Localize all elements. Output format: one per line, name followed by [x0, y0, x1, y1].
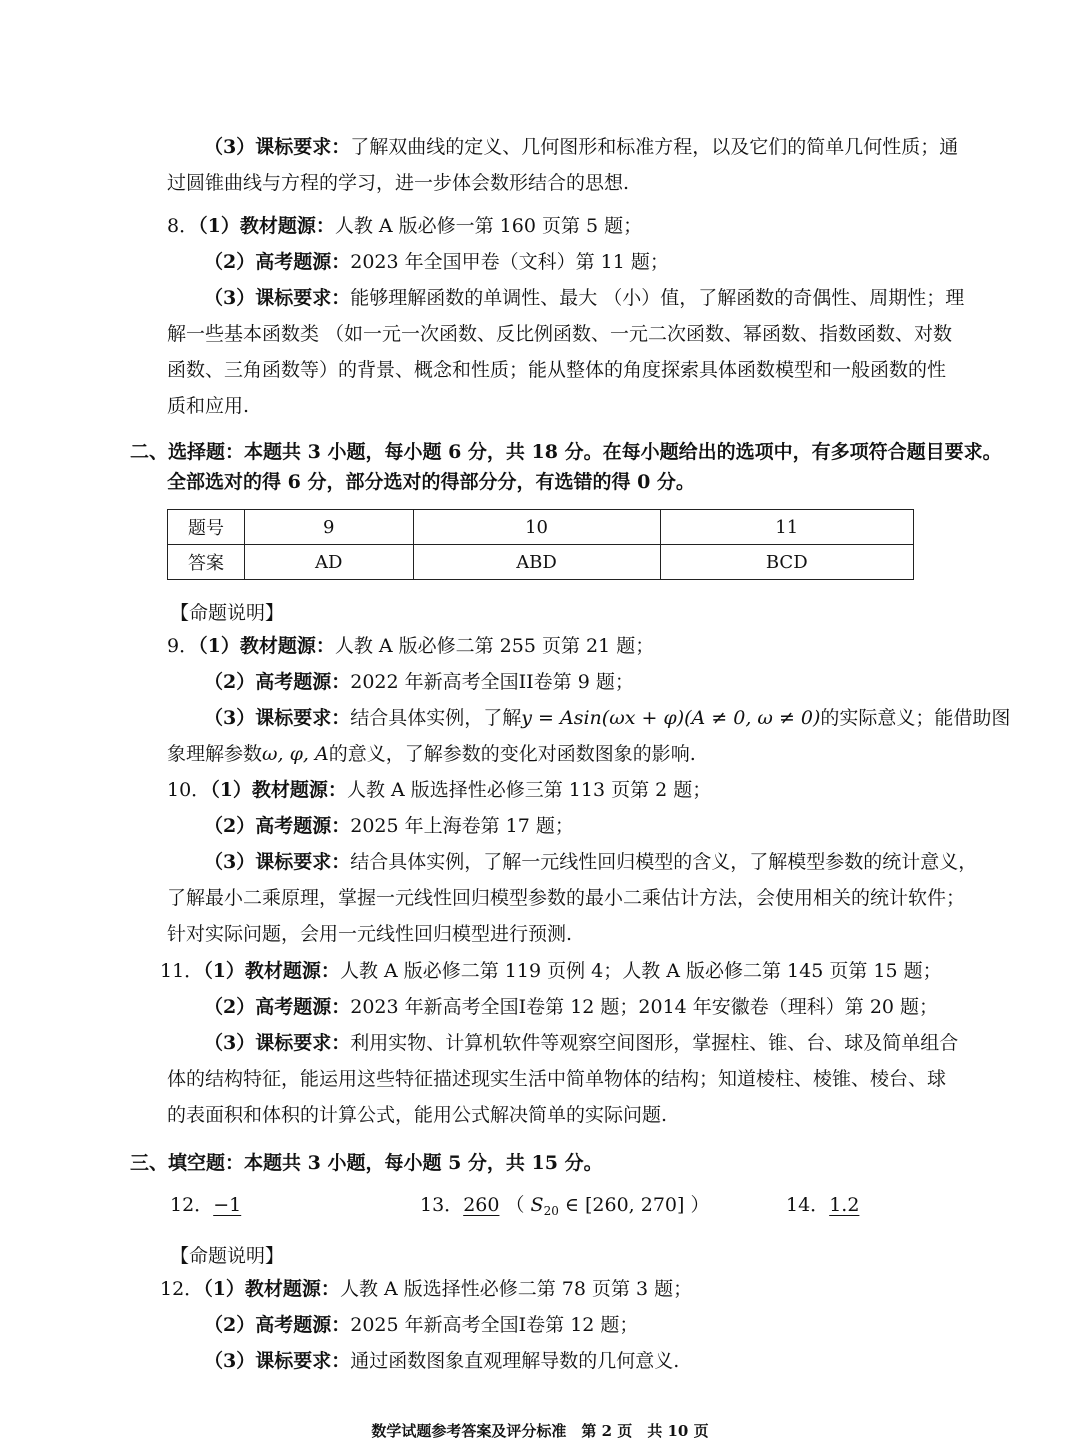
q9-source-exam: （2）高考题源：2022 年新高考全国II卷第 9 题； — [204, 671, 634, 693]
q8-source-textbook: 8．（1）教材题源：人教 A 版必修一第 160 页第 5 题； — [167, 215, 643, 237]
answer-13: 13．260 （ $S_{20}$ ∈ [260, 270] ） — [420, 1194, 710, 1218]
q11-standard-line2: 体的结构特征，能运用这些特征描述现实生活中简单物体的结构；知道棱柱、棱锥、棱台、球 — [167, 1068, 947, 1090]
q7-standard-line2: 过圆锥曲线与方程的学习，进一步体会数形结合的思想. — [167, 172, 630, 194]
section2-heading-cont: 全部选对的得 6 分，部分选对的得部分分，有选错的得 0 分。 — [167, 471, 695, 493]
formula: y = Asin(ωx + φ)(A ≠ 0, ω ≠ 0) — [521, 707, 821, 729]
q8-standard-line3: 函数、三角函数等）的背景、概念和性质；能从整体的角度探索具体函数模型和一般函数的性 — [167, 359, 947, 381]
q12-source-exam: （2）高考题源：2025 年新高考全国I卷第 12 题； — [204, 1314, 639, 1336]
q8-source-exam: （2）高考题源：2023 年全国甲卷（文科）第 11 题； — [204, 251, 669, 273]
q9-source-textbook: 9．（1）教材题源：人教 A 版必修二第 255 页第 21 题； — [167, 635, 655, 657]
table-row — [168, 545, 914, 580]
answer-14: 14．1.2 — [786, 1194, 860, 1216]
q7-standard-line1: （3）课标要求：了解双曲线的定义、几何图形和标准方程，以及它们的简单几何性质；通 — [204, 136, 959, 158]
table-row — [168, 510, 914, 545]
q10-standard-line1: （3）课标要求：结合具体实例，了解一元线性回归模型的含义，了解模型参数的统计意义， — [204, 851, 978, 873]
table-cell: ABD — [413, 545, 660, 580]
table-cell: AD — [245, 545, 414, 580]
answer-12: 12．−1 — [170, 1194, 242, 1216]
q10-standard-line3: 针对实际问题，会用一元线性回归模型进行预测. — [167, 923, 573, 945]
formula: ω, φ, A — [262, 743, 329, 765]
q11-standard-line3: 的表面积和体积的计算公式，能用公式解决简单的实际问题. — [167, 1104, 668, 1126]
section2-note-title: 【命题说明】 — [170, 602, 285, 624]
q9-standard-line1: （3）课标要求：结合具体实例，了解y = Asin(ωx + φ)(A ≠ 0, ω ≠ 0)的实际意义；能借助图 — [204, 707, 1011, 729]
q8-standard-line1: （3）课标要求：能够理解函数的单调性、最大 （小）值，了解函数的奇偶性、周期性；理 — [204, 287, 965, 309]
table-cell: 题号 — [168, 510, 245, 545]
q11-source-textbook: 11．（1）教材题源：人教 A 版必修二第 119 页例 4；人教 A 版必修二第 145 页第 15 题； — [160, 960, 942, 982]
q10-source-exam: （2）高考题源：2025 年上海卷第 17 题； — [204, 815, 574, 837]
section3-note-title: 【命题说明】 — [170, 1245, 285, 1267]
q9-standard-line2: 象理解参数ω, φ, A的意义，了解参数的变化对函数图象的影响. — [167, 743, 696, 765]
q8-standard-line4: 质和应用. — [167, 395, 250, 417]
table-cell: 答案 — [168, 545, 245, 580]
q12-standard-line1: （3）课标要求：通过函数图象直观理解导数的几何意义. — [204, 1350, 680, 1372]
table-cell: BCD — [660, 545, 913, 580]
q10-source-textbook: 10．（1）教材题源：人教 A 版选择性必修三第 113 页第 2 题； — [167, 779, 712, 801]
answer-table — [167, 509, 914, 580]
q10-standard-line2: 了解最小二乘原理，掌握一元线性回归模型参数的最小二乘估计方法，会使用相关的统计软件； — [167, 887, 966, 909]
table-cell: 10 — [413, 510, 660, 545]
table-cell: 9 — [245, 510, 414, 545]
q12-source-textbook: 12．（1）教材题源：人教 A 版选择性必修二第 78 页第 3 题； — [160, 1278, 693, 1300]
q8-standard-line2: 解一些基本函数类 （如一元一次函数、反比例函数、一元二次函数、幂函数、指数函数、对数 — [167, 323, 953, 345]
section3-heading: 三、填空题：本题共 3 小题，每小题 5 分，共 15 分。 — [130, 1152, 603, 1174]
table-cell: 11 — [660, 510, 913, 545]
page-footer: 数学试题参考答案及评分标准 第 2 页 共 10 页 — [371, 1422, 709, 1440]
q11-standard-line1: （3）课标要求：利用实物、计算机软件等观察空间图形，掌握柱、锥、台、球及简单组合 — [204, 1032, 959, 1054]
section2-heading: 二、选择题：本题共 3 小题，每小题 6 分，共 18 分。在每小题给出的选项中，有多项符合题目要求。 — [130, 441, 1002, 463]
q11-source-exam: （2）高考题源：2023 年新高考全国I卷第 12 题；2014 年安徽卷（理科）第 20 题； — [204, 996, 939, 1018]
